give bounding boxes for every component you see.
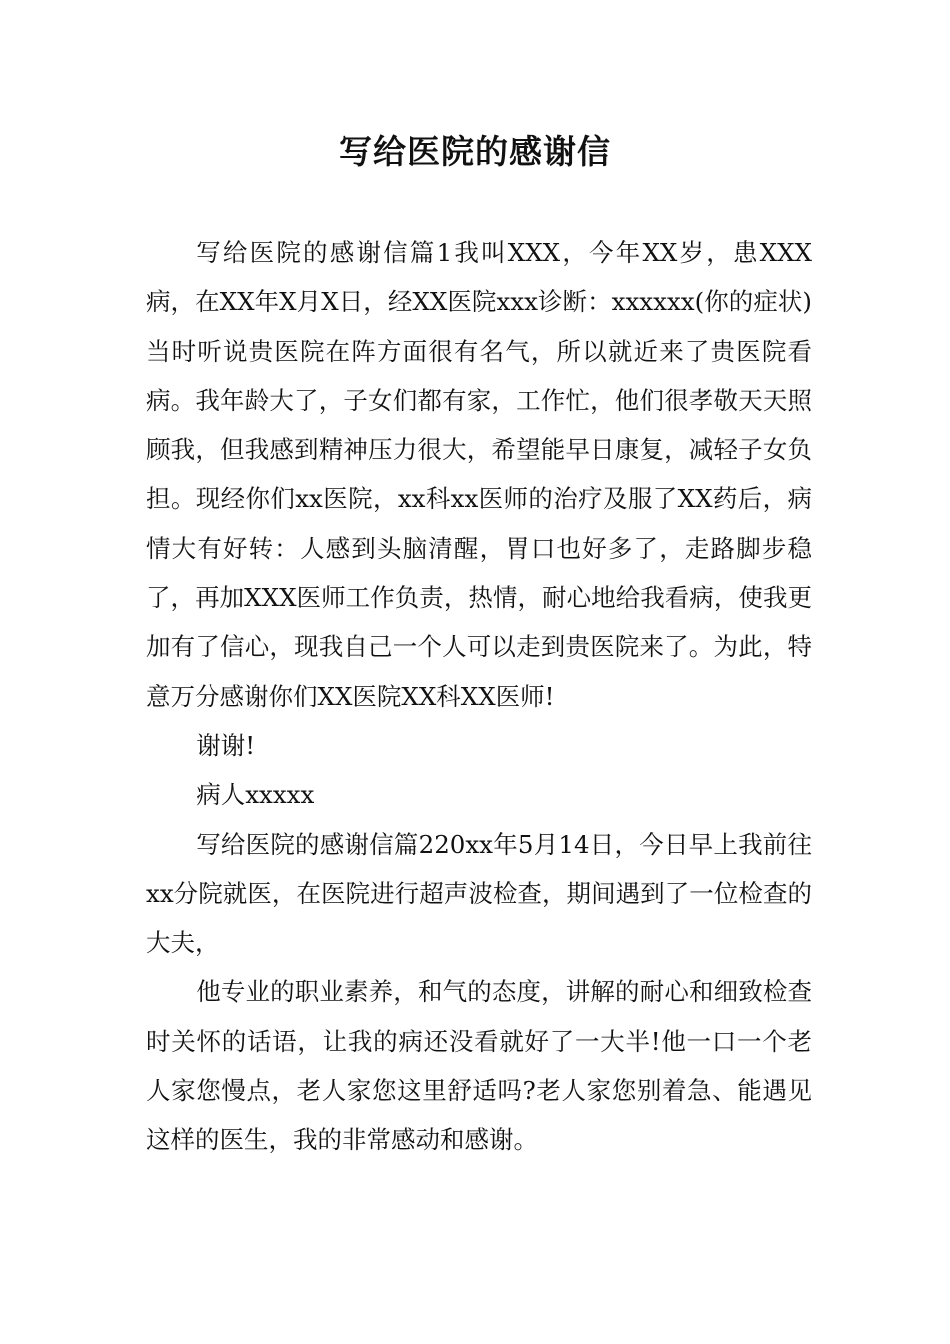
paragraph-letter-1: 写给医院的感谢信篇1我叫XXX，今年XX岁，患XXX病，在XX年X月X日，经XX医院xxx诊断：xxxxxx(你的症状)当时听说贵医院在阵方面很有名气，所以就近来了贵医院看病。我年龄大了，子女们都有家，工作忙，他们很孝敬天天照顾我，但我感到精神压力很大，希望能早日康复，减轻子女负担。现经你们xx医院，xx科xx医师的治疗及服了XX药后，病情大有好转：人感到头脑清醒，胃口也好多了，走路脚步稳了，再加XXX医师工作负责，热情，耐心地给我看病，使我更加有了信心，现我自己一个人可以走到贵医院来了。为此，特意万分感谢你们XX医院XX科XX医师! bbox=[146, 238, 812, 711]
paragraph-letter-2-body: 他专业的职业素养，和气的态度，讲解的耐心和细致检查时关怀的话语，让我的病还没看就好了一大半!他一口一个老人家您慢点，老人家您这里舒适吗?老人家您别着急、能遇见这样的医生，我的非常感动和感谢。 bbox=[146, 977, 812, 1155]
paragraph-letter-2-intro: 写给医院的感谢信篇220xx年5月14日，今日早上我前往xx分院就医，在医院进行超声波检查，期间遇到了一位检查的大夫， bbox=[146, 829, 812, 958]
document-title: 写给医院的感谢信 bbox=[339, 132, 611, 171]
paragraph-signature: 病人xxxxx bbox=[196, 780, 315, 810]
paragraph-thanks: 谢谢! bbox=[196, 730, 256, 760]
document-body bbox=[146, 228, 812, 1165]
